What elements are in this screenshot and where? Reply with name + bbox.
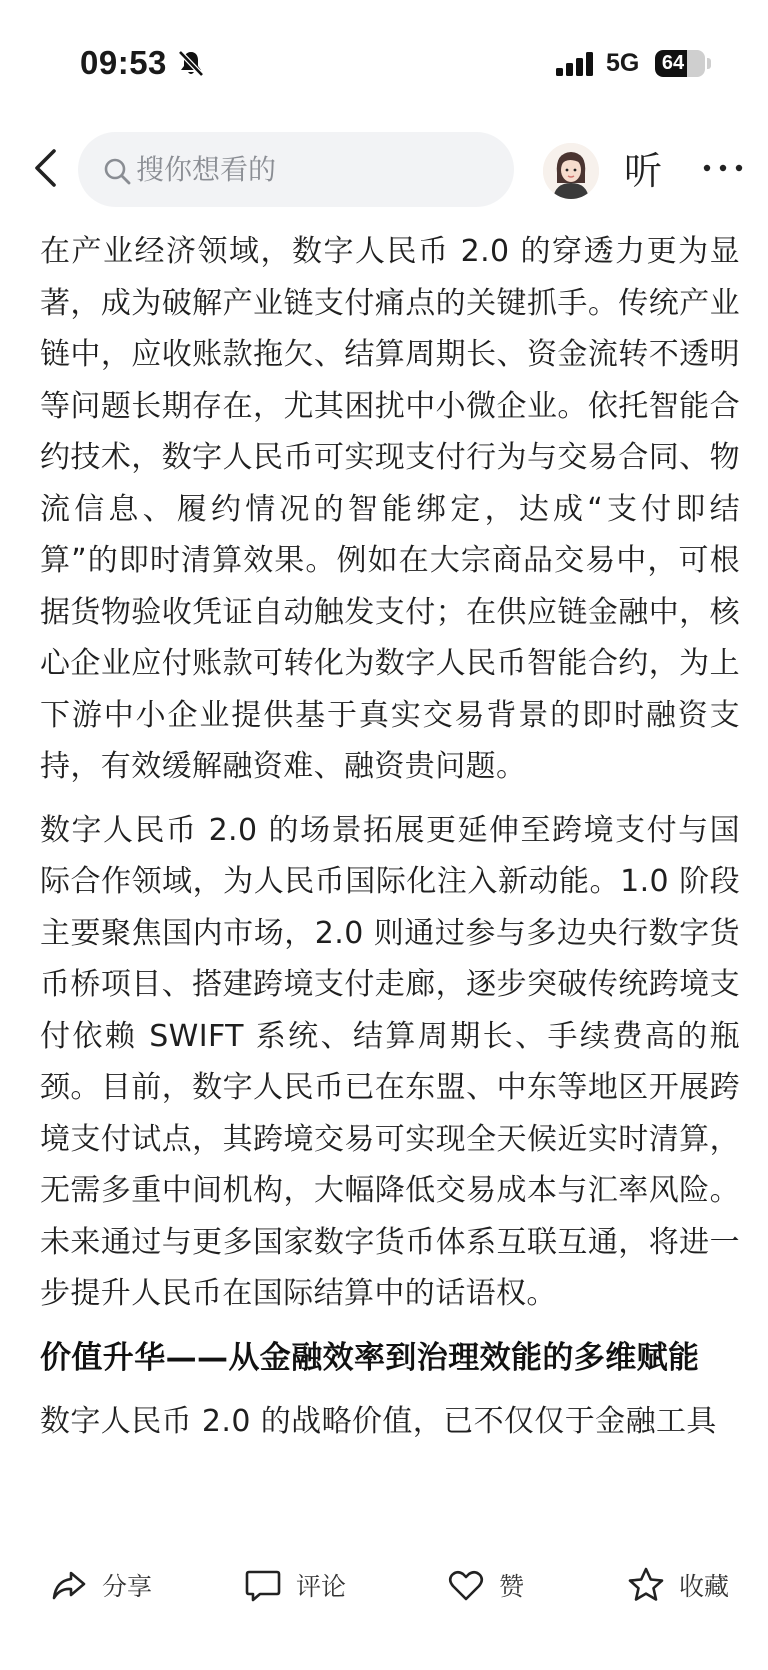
share-label: 分享 [102,1572,153,1601]
back-arrow-icon[interactable] [28,143,68,193]
article-body [40,226,740,1530]
star-icon [627,1566,665,1604]
article-paragraph: 数字人民币 2.0 的场景拓展更延伸至跨境支付与国际合作领域，为人民币国际化注入新动能。1.0 阶段主要聚焦国内市场，2.0 则通过参与多边央行数字货币桥项目、搭建跨境支付走廊，逐步突破传统跨境支付依赖 SWIFT 系统、结算周期长、手续费高的瓶颈。目前，数字人民币已在东盟、中东等地区开展跨境支付试点，其跨境交易可实现全天候近实时清算，无需多重中间机构，大幅降低交易成本与汇率风险。未来通过与更多国家数字货币体系互联互通，将进一步提升人民币在国际结算中的话语权。 [40,812,740,1311]
article-paragraph: 在产业经济领域，数字人民币 2.0 的穿透力更为显著，成为破解产业链支付痛点的关键抓手。传统产业链中，应收账款拖欠、结算周期长、资金流转不透明等问题长期存在，尤其困扰中小微企业。依托智能合约技术，数字人民币可实现支付行为与交易合同、物流信息、履约情况的智能绑定，达成“支付即结算”的即时清算效果。例如在大宗商品交易中，可根据货物验收凭证自动触发支付；在供应链金融中，核心企业应付账款可转化为数字人民币智能合约，为上下游中小企业提供基于真实交易背景的即时融资支持，有效缓解融资难、融资贵问题。 [40,234,740,784]
battery-tip [707,58,711,69]
avatar-portrait-icon [543,143,599,199]
bell-muted-icon [176,48,206,78]
search-input[interactable]: 搜你想看的 [136,153,277,186]
content-fade [0,1490,768,1530]
heart-icon [447,1566,485,1604]
avatar[interactable] [543,143,599,199]
share-icon [50,1566,88,1604]
comment-icon [244,1566,282,1604]
share-button[interactable] [50,1560,152,1610]
status-time: 09:53 [80,44,167,81]
search-icon [102,156,132,186]
like-label: 赞 [499,1572,525,1601]
cellular-signal-icon [556,52,594,76]
like-button[interactable] [447,1560,524,1610]
article-paragraph-partial: 数字人民币 2.0 的战略价值，已不仅仅于金融工具 [40,1403,717,1439]
favorite-button[interactable] [627,1560,729,1610]
search-bar[interactable] [78,132,514,207]
listen-button[interactable]: 听 [624,149,663,193]
bottom-action-bar [0,1530,768,1670]
more-options-icon[interactable] [700,153,746,183]
status-bar [0,0,768,110]
top-nav-bar [0,125,768,215]
battery-icon [655,50,705,77]
comment-button[interactable] [244,1560,346,1610]
battery-level: 64 [661,52,685,74]
favorite-label: 收藏 [679,1572,730,1601]
section-heading: 价值升华——从金融效率到治理效能的多维赋能 [40,1339,700,1376]
comment-label: 评论 [296,1572,347,1601]
network-type: 5G [606,49,640,77]
